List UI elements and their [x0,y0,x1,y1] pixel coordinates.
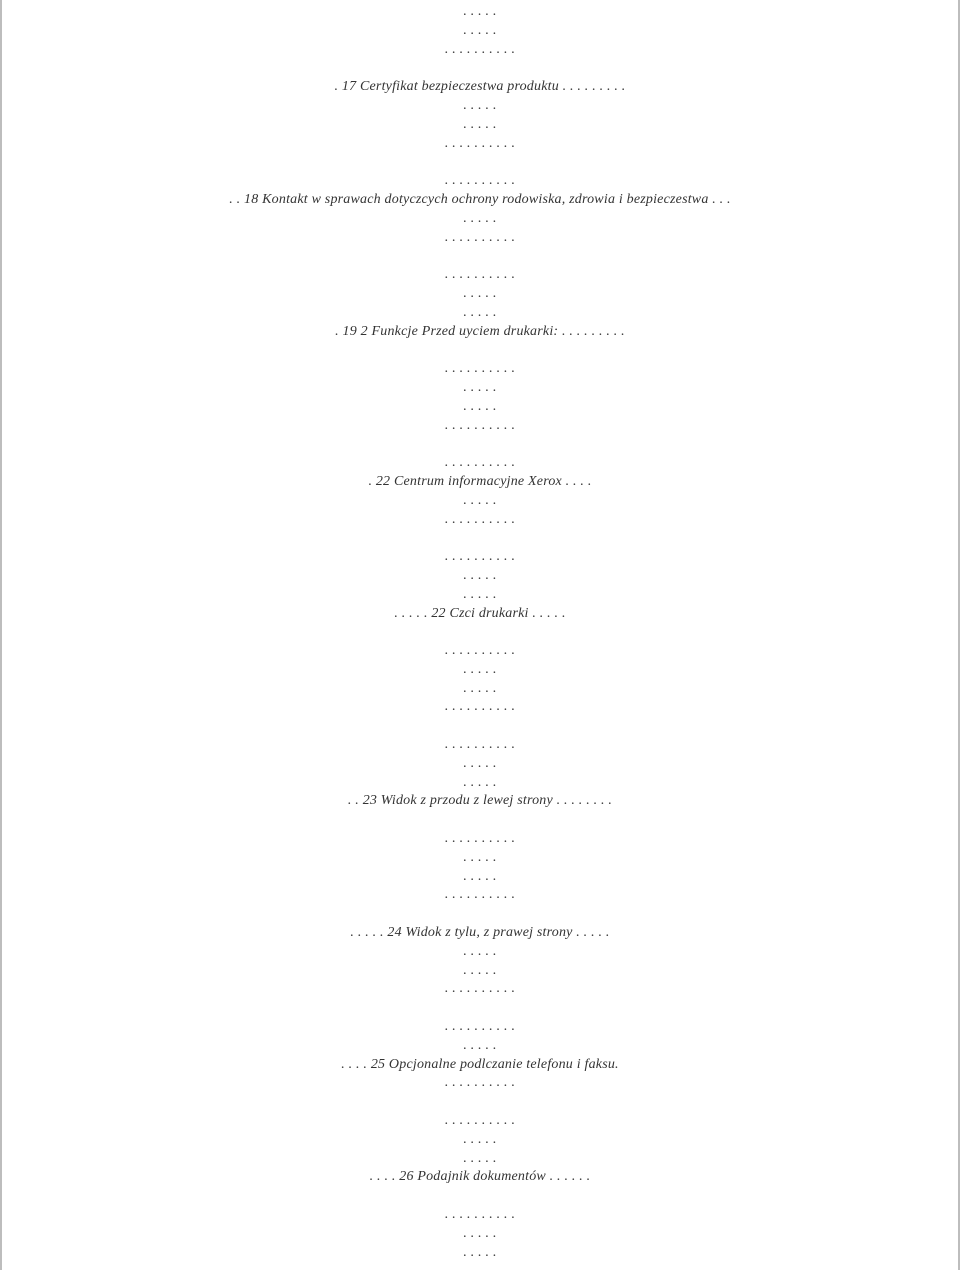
toc-line: . . . . . [463,285,497,301]
toc-line: . . . . . [463,210,497,226]
toc-line: . . . . . . . . . . [444,417,516,433]
toc-line: . . . . . . . . . . [444,737,516,753]
toc-line: . . . . . [463,1244,497,1260]
toc-line: . . . . . [463,849,497,865]
toc-entry-19: . 19 2 Funkcje Przed uyciem drukarki: . . . . . . . . . [335,323,625,339]
toc-line: . . . . . [463,661,497,677]
toc-line: . . . . . . . . . . [444,887,516,903]
toc-entry-25: . . . . 25 Opcjonalne podlczanie telefonu i faksu. [341,1056,619,1072]
toc-line: . . . . . . . . . . [444,831,516,847]
toc-line: . . . . . [463,943,497,959]
toc-entry-22-centrum: . 22 Centrum informacyjne Xerox . . . . [368,473,592,489]
toc-line [2,247,958,266]
table-of-contents [2,3,958,1262]
toc-line: . . . . . . . . . . [444,1075,516,1091]
toc-line: . . . . . [463,1131,497,1147]
toc-line: . . . . . . . . . . [444,135,516,151]
toc-line: . . . . . [463,1225,497,1241]
toc-line: . . . . . . . . . . [444,455,516,471]
toc-entry-22-czesci: . . . . . 22 Czci drukarki . . . . . [394,605,566,621]
toc-line [2,529,958,548]
toc-line: . . . . . [463,22,497,38]
toc-line: . . . . . [463,492,497,508]
toc-entry-18: . . 18 Kontakt w sprawach dotyczcych ochrony rodowiska, zdrowia i bezpieczestwa . . . [229,191,731,207]
toc-line: . . . . . [463,680,497,696]
toc-line [2,623,958,642]
toc-line: . . . . . . . . . . [444,173,516,189]
toc-line: . . . . . [463,4,497,19]
toc-line: . . . . . [463,1037,497,1053]
toc-line: . . . . . . . . . . [444,549,516,565]
toc-entry-17: . 17 Certyfikat bezpieczestwa produktu . . . . . . . . . [334,79,626,95]
toc-line: . . . . . [463,1150,497,1166]
toc-line: . . . . . . . . . . [444,1113,516,1129]
toc-line [2,999,958,1018]
toc-line: . . . . . [463,116,497,132]
toc-line: . . . . . . . . . . [444,229,516,245]
toc-line: . . . . . . . . . . [444,699,516,715]
toc-line [2,341,958,360]
toc-line [2,153,958,172]
toc-line: . . . . . [463,755,497,771]
toc-line [2,717,958,736]
toc-line [2,435,958,454]
toc-line: . . . . . [463,97,497,113]
toc-line: . . . . . [463,586,497,602]
toc-line [2,1093,958,1112]
toc-line: . . . . . . . . . . [444,267,516,283]
toc-line: . . . . . . . . . . [444,511,516,527]
toc-line: . . . . . [463,398,497,414]
toc-line [2,905,958,924]
toc-line: . . . . . . . . . . [444,643,516,659]
toc-entry-23: . . 23 Widok z przodu z lewej strony . . . . . . . . [347,793,613,809]
toc-line: . . . . . [463,379,497,395]
toc-line [2,59,958,78]
toc-entry-24: . . . . . 24 Widok z tylu, z prawej strony . . . . . [350,925,610,941]
toc-line: . . . . . . . . . . [444,361,516,377]
toc-line: . . . . . [463,304,497,320]
toc-line: . . . . . . . . . . [444,1019,516,1035]
toc-line [2,1187,958,1206]
toc-entry-26: . . . . 26 Podajnik dokumentów . . . . . . [369,1169,591,1185]
toc-line: . . . . . [463,868,497,884]
toc-line: . . . . . . . . . . [444,41,516,57]
toc-line: . . . . . . . . . . [444,1207,516,1222]
toc-line: . . . . . [463,567,497,583]
toc-line: . . . . . . . . . . [444,981,516,997]
toc-line: . . . . . [463,774,497,790]
toc-line: . . . . . [463,962,497,978]
toc-line [2,811,958,830]
